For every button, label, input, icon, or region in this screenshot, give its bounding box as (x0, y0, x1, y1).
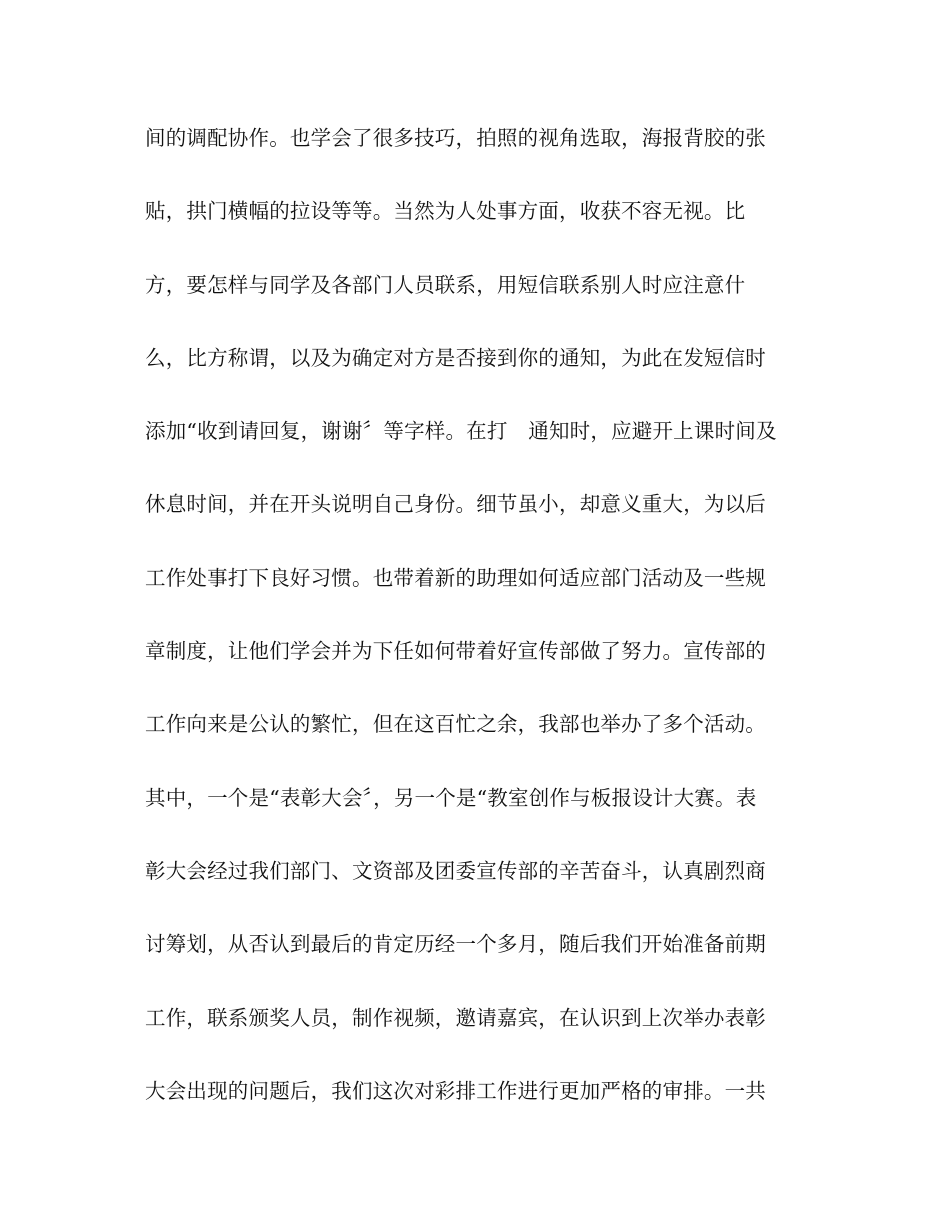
text-line: 工作，联系颁奖人员，制作视频，邀请嘉宾，在认识到上次举办表彰 (145, 1005, 766, 1030)
text-line: 工作向来是公认的繁忙，但在这百忙之余，我部也举办了多个活动。 (145, 712, 766, 737)
text-line: 间的调配协作。也学会了很多技巧，拍照的视角选取，海报背胶的张 (145, 126, 766, 150)
text-line: 么，比方称谓，以及为确定对方是否接到你的通知，为此在发短信时 (145, 345, 766, 370)
text-line: 章制度，让他们学会并为下任如何带着好宣传部做了努力。宣传部的 (145, 639, 766, 664)
text-line: 讨筹划，从否认到最后的肯定历经一个多月，随后我们开始准备前期 (145, 932, 766, 957)
text-line: 工作处事打下良好习惯。也带着新的助理如何适应部门活动及一些规 (145, 565, 766, 590)
text-line: 添加“收到请回复，谢谢〞等字样。在打 通知时，应避开上课时间及 (145, 419, 777, 444)
text-line: 彰大会经过我们部门、文资部及团委宣传部的辛苦奋斗，认真剧烈商 (145, 858, 766, 883)
text-line: 大会出现的问题后，我们这次对彩排工作进行更加严格的审排。一共 (145, 1078, 766, 1103)
text-line: 其中，一个是“表彰大会〞，另一个是“教室创作与板报设计大赛。表 (145, 785, 757, 810)
text-line: 方，要怎样与同学及各部门人员联系，用短信联系别人时应注意什 (145, 272, 746, 297)
text-line: 休息时间，并在开头说明自己身份。细节虽小，却意义重大，为以后 (145, 492, 766, 517)
body-text (145, 118, 810, 1144)
text-line: 贴，拱门横幅的拉设等等。当然为人处事方面，收获不容无视。比 (145, 199, 746, 224)
